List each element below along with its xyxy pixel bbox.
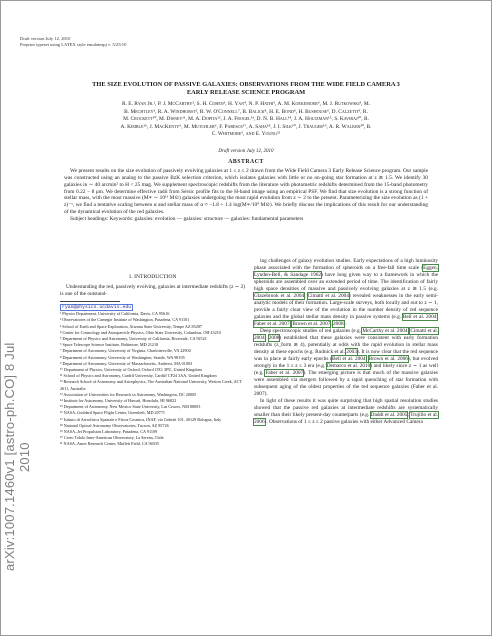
author-line: C. Whitmore⁶, and E. Young²¹ [211,131,281,137]
citation-link[interactable]: McCarthy et al. 2004 [362,328,408,334]
preprint-typeset-line: Preprint typeset using LATEX style emulateapj v. 5/25/10 [20,42,127,47]
text-run: ; [407,328,411,334]
text-run: ; [289,321,293,327]
affiliation: ¹⁵ Department of Astronomy, New Mexico State University, Las Cruces, NM 88003 [60,404,201,410]
paper-title [56,81,436,98]
affiliation: ³ School of Earth and Space Exploration, Arizona State University, Tempe AZ 85287 [60,323,203,329]
paragraph-3 [254,398,438,426]
citation-link[interactable]: Brown et al. 2007 [292,321,331,327]
text-run: ) revealed weaknesses in the early semi-analytic models of their formation. Large-scale surveys, both locally and out to z ∼ 1, provide a fairly clear view of the evolution in the number density of red sequence galaxies and the global stellar mass density in passive systems (e.g. [254,293,438,320]
affiliation: ²¹ NASA–Ames Research Center, Moffett Field, CA 94035 [60,441,159,447]
footnote-rule [60,301,120,302]
affiliation: ⁴ Center for Cosmology and Astroparticle Physics, Ohio State University, Columbus, OH 43210 [60,329,221,335]
affiliation: ⁹ Department of Astronomy, University of Massachusetts, Amherst, MA 01003 [60,360,193,366]
text-run: ), but evolved strongly in the 1 ≤ z ≤ 3 era (e.g. [254,356,438,369]
arxiv-identifier: arXiv:1007.1460v1 [astro-ph.CO] 8 Jul 2010 [2,342,32,572]
author-list [34,101,458,139]
citation-link[interactable]: Glazebrook et al. 2004 [254,293,305,299]
text-run: ; [436,314,438,320]
text-run: ). Observations of 1 ≤ z ≤ 2 passive galaxies with either Advanced Camera [264,419,423,425]
paragraph-2 [254,328,438,398]
citation-link[interactable]: Bell et al. 2004 [402,314,437,320]
citation-link[interactable]: 2008 [268,335,280,341]
affiliation: ¹² Research School of Astronomy and Astrophysics, The Australian National University, Weston Creek, ACT 2611, Australia [60,379,242,391]
author-line: R. E. Ryan Jr.¹, P. J. McCarthy², S. H. Cohen³, H. Yan⁴, N. P. Hathi⁵, A. M. Koekemoer⁶, M. J. Rutkowski³, M. [122,101,370,107]
affiliation: ¹⁸ National Optical Astronomy Observatories, Tucson, AZ 85726 [60,422,169,428]
affiliation: ¹⁶ NASA–Goddard Space Flight Center, Greenbelt, MD 20771 [60,410,166,416]
citation-link[interactable]: Eggen, Lynden-Bell, & Sandage 1962 [254,265,438,278]
paragraph-1 [254,258,438,328]
text-run: ). The emerging picture is that much of the massive galaxies were assembled via mergers followed by a rapid quenching of star formation with subsequent aging of the oldest properties of the red sequence galaxies (Faber et al. 2007). [254,370,438,397]
author-line: A. Kimble¹⁶, J. MacKenty⁶, M. Mutchler⁶, F. Paresce¹⁷, A. Saha¹⁸, J. I. Silk¹⁰, J. Trauger¹⁹, A. R. Walker²⁰, B. [120,123,372,130]
text-run: ; [365,356,369,362]
text-run: ) and likely since z ∼ 1 as well (e.g. [254,363,438,376]
section-heading-introduction: 1. INTRODUCTION [128,274,177,280]
text-run: ; [304,293,308,299]
citation-link[interactable]: Faber et al. 2007 [254,321,290,327]
abstract [64,168,428,223]
affiliation: ¹⁰ Department of Physics, University of Oxford, Oxford OX1 3PU, United Kingdom [60,367,202,373]
author-line: B. Mechtley³, R. A. Windhorst³, R. W. O'Connell⁷, B. Balick⁸, H. E. Bond⁶, H. Bushouse⁶, D. Calzetti⁹, R. [124,108,368,115]
citation-link[interactable]: Demarco et al. 2010 [326,363,371,369]
title-line-1: THE SIZE EVOLUTION OF PASSIVE GALAXIES: OBSERVATIONS FROM THE WIDE FIELD CAMERA 3 [92,81,400,88]
citation-link[interactable]: Cimatti et al. 2004 [307,293,349,299]
affiliation: ¹⁴ Institute for Astronomy, University of Hawaii, Honolulu, HI 96822 [60,398,177,404]
citation-link[interactable]: 2003 [346,349,357,355]
email-footnote [60,304,245,311]
abstract-heading: ABSTRACT [228,159,264,165]
draft-version-line: Draft version July 12, 2010 [20,36,71,41]
affiliation: ⁷ Department of Astronomy, University of Virginia, Charlottesville, VA 22904 [60,348,191,354]
affiliation: ² Observatories of the Carnegie Institute of Washington, Pasadena, CA 91101 [60,317,190,323]
email-link[interactable]: ryan@physics.ucdavis.edu [62,305,132,310]
preprint-header [20,36,126,48]
text-run: , [264,335,269,341]
citation-link[interactable]: Brown et al. 2006 [368,356,408,362]
draft-date: Draft version July 12, 2010 [218,149,274,154]
text-run: , [330,321,334,327]
affiliation: ¹¹ School of Physics and Astronomy, Cardiff University, Cardiff CF24 3AA, United Kingdom [60,373,217,379]
text-run: ). [343,321,347,327]
affiliation: ²⁰ Cerro Tololo Inter-American Observatory, La Serena, Chile [60,435,164,441]
affiliation: ⁵ Department of Physics and Astronomy, University of California, Riverside, CA 92521 [60,336,207,342]
affiliation: ⁸ Department of Astronomy, University of Washington, Seattle, WA 98195 [60,354,185,360]
left-column [60,274,245,448]
text-run: In light of these results it was quite surprising that high spatial resolution studies showed that the passive red galaxies at intermediate redshifts are systematically smaller than their likely present-day counterparts (e.g. [254,398,438,418]
citation-link[interactable]: Daddi et al. 2005 [370,412,408,418]
citation-link[interactable]: Faber et al. 2007 [265,370,304,376]
title-line-2: EARLY RELEASE SCIENCE PROGRAM [186,89,306,97]
affiliation: ¹⁹ NASA–Jet Propulsion Laboratory, Pasadena, CA 91109 [60,429,158,435]
abstract-text: We present results on the size evolution of passively evolving galaxies at 1 ≤ z ≤ 2 drawn from the Wide Field Camera 3 Early Release Science program. Our sample was constructed using an analog to the passive BzK selection criterion, which isolates galaxies with little or no on-going star formation at z ≳ 1.5. We identify 30 galaxies in ∼ 40 arcmin² to H < 25 mag. We supplement spectroscopic redshifts from the literature with photometric redshifts determined from the 15-band photometry from 0.22 − 8 μm. We determine effective radii from Sérsic profile fits to the H-band image using an empirical PSF. We find that size evolution is a strong function of stellar mass, with the most massive (M∗ ∼ 10¹¹ M⊙) galaxies undergoing the most rapid evolution from z ∼ 2 to the present. Parameterizing the size evolution as (1 + z)⁻ᵅ, we find a tentative scaling between α and stellar mass of α ≈ −1.8 + 1.4 log(M∗/10⁹ M⊙). We briefly discuss the implications of this result for our understanding of the dynamical evolution of the red galaxies. [64,168,428,216]
author-line: M. Crockett¹⁰, M. Disney¹¹, M. A. Dopita¹², J. A. Frogel¹³, D. N. B. Hall¹⁴, J. A. Holtzman¹⁵, S. Kaviraj¹⁰, R. [123,116,369,122]
affiliation-footnotes [60,304,245,448]
subject-headings: Subject headings: Keywords: galaxies: evolution — galaxies: structure — galaxies: fundamental parameters [70,215,304,222]
citation-link[interactable]: Bell et al. 2004 [331,356,366,362]
affiliation: ¹ Physics Department, University of California, Davis, CA 95616 [60,311,170,317]
text-run: ; [407,412,411,418]
affiliation: ⁶ Space Telescope Science Institute, Baltimore, MD 21218 [60,342,159,348]
text-run: ) have long given way to a framework in which the spheroids are assembled over an extended period of time. The identification of fairly high space densities of massive and passively evolving galaxies at z ≳ 1.5 (e.g. [254,272,438,292]
affiliation: ¹³ Association of Universities for Research in Astronomy, Washington, DC 20005 [60,391,197,397]
citation-link[interactable]: Trujillo et al. 2006 [254,412,438,425]
citation-link[interactable]: 2008 [333,321,344,327]
right-column [254,258,438,426]
text-run: ). It is now clear that the red sequence was in place at fairly early epochs ( [254,349,438,362]
text-run: ) established that these galaxies were consistent with early formation redshifts (z_form ≳ 4), potentially at odds with the rapid evolution in stellar mass density at these epochs (e.g. Rudnick et al. [254,335,438,355]
text-run: Deep spectroscopic studies of red galaxies (e.g. [260,328,363,334]
affiliation: ¹⁷ Istituto di Astrofisica Spaziale e Fisica Cosmica, INAF, via Gobetti 101, 40129 Bologna, Italy [60,416,222,422]
intro-paragraph: Understanding the red, passively evolving, galaxies at intermediate redshifts (z ∼ 2) is one of the outstand- [60,284,245,297]
citation-link[interactable]: Cimatti et al. 2004 [254,328,438,341]
text-run: ing challenges of galaxy evolution studies. Early expectations of a high luminosity phase associated with the formation of spheroids on a free-fall time scale ( [254,258,438,271]
